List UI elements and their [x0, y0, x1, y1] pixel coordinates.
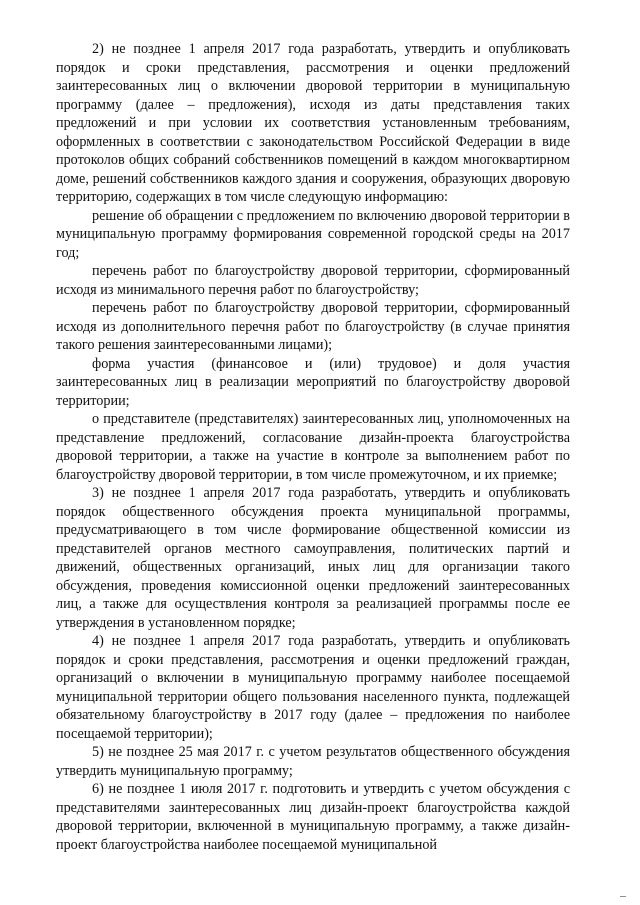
paragraph-item-4: 4) не позднее 1 апреля 2017 года разработать, утвердить и опубликовать порядок и сроки представления, рассмотрения и оценки предложений граждан, организаций о включении в муниципальную программу наиболее посещаемой муниципальной территории общего пользования населенного пункта, подлежащей обязательному благоустройству в 2017 году (далее – предложения по наиболее посещаемой территории); [56, 633, 570, 742]
document-body [56, 40, 570, 854]
paragraph-representatives: о представителе (представителях) заинтересованных лиц, уполномоченных на представление предложений, согласование дизайн-проекта благоустройства дворовой территории, а также на участие в контроле за выполнением работ по благоустройству дворовой территории, в том числе промежуточном, и их приемке; [56, 411, 570, 483]
paragraph-item-2: 2) не позднее 1 апреля 2017 года разработать, утвердить и опубликовать порядок и сроки представления, рассмотрения и оценки предложений заинтересованных лиц о включении дворовой территории в муниципальную программу (далее – предложения), исходя из даты представления таких предложений и при условии их соответствия установленным требованиям, оформленных в соответствии с законодательством Российской Федерации в виде протоколов общих собраний собственников помещений в каждом многоквартирном доме, решений собственников каждого здания и сооружения, образующих дворовую территорию, содержащих в том числе следующую информацию: [56, 41, 570, 205]
paragraph-item-6: 6) не позднее 1 июля 2017 г. подготовить и утвердить с учетом обсуждения с представителями заинтересованных лиц дизайн-проект благоустройства каждой дворовой территории, включенной в муниципальную программу, а также дизайн-проект благоустройства наиболее посещаемой муниципальной [56, 781, 570, 853]
paragraph-additional-works: перечень работ по благоустройству дворовой территории, сформированный исходя из дополнительного перечня работ по благоустройству (в случае принятия такого решения заинтересованными лицами); [56, 300, 570, 353]
paragraph-item-5: 5) не позднее 25 мая 2017 г. с учетом результатов общественного обсуждения утвердить муниципальную программу; [56, 744, 570, 779]
paragraph-decision: решение об обращении с предложением по включению дворовой территории в муниципальную программу формирования современной городской среды на 2017 год; [56, 207, 570, 261]
corner-mark: – [620, 888, 626, 902]
paragraph-participation-form: форма участия (финансовое и (или) трудовое) и доля участия заинтересованных лиц в реализации мероприятий по благоустройству дворовой территории; [56, 355, 570, 409]
paragraph-item-3: 3) не позднее 1 апреля 2017 года разработать, утвердить и опубликовать порядок общественного обсуждения проекта муниципальной программы, предусматривающего в том числе формирование общественной комиссии из представителей органов местного самоуправления, политических партий и движений, общественных организаций, иных лиц для организации такого обсуждения, проведения комиссионной оценки предложений заинтересованных лиц, а также для осуществления контроля за реализацией программы после ее утверждения в установленном порядке; [56, 485, 570, 631]
paragraph-minimal-works: перечень работ по благоустройству дворовой территории, сформированный исходя из минимального перечня работ по благоустройству; [56, 263, 570, 298]
